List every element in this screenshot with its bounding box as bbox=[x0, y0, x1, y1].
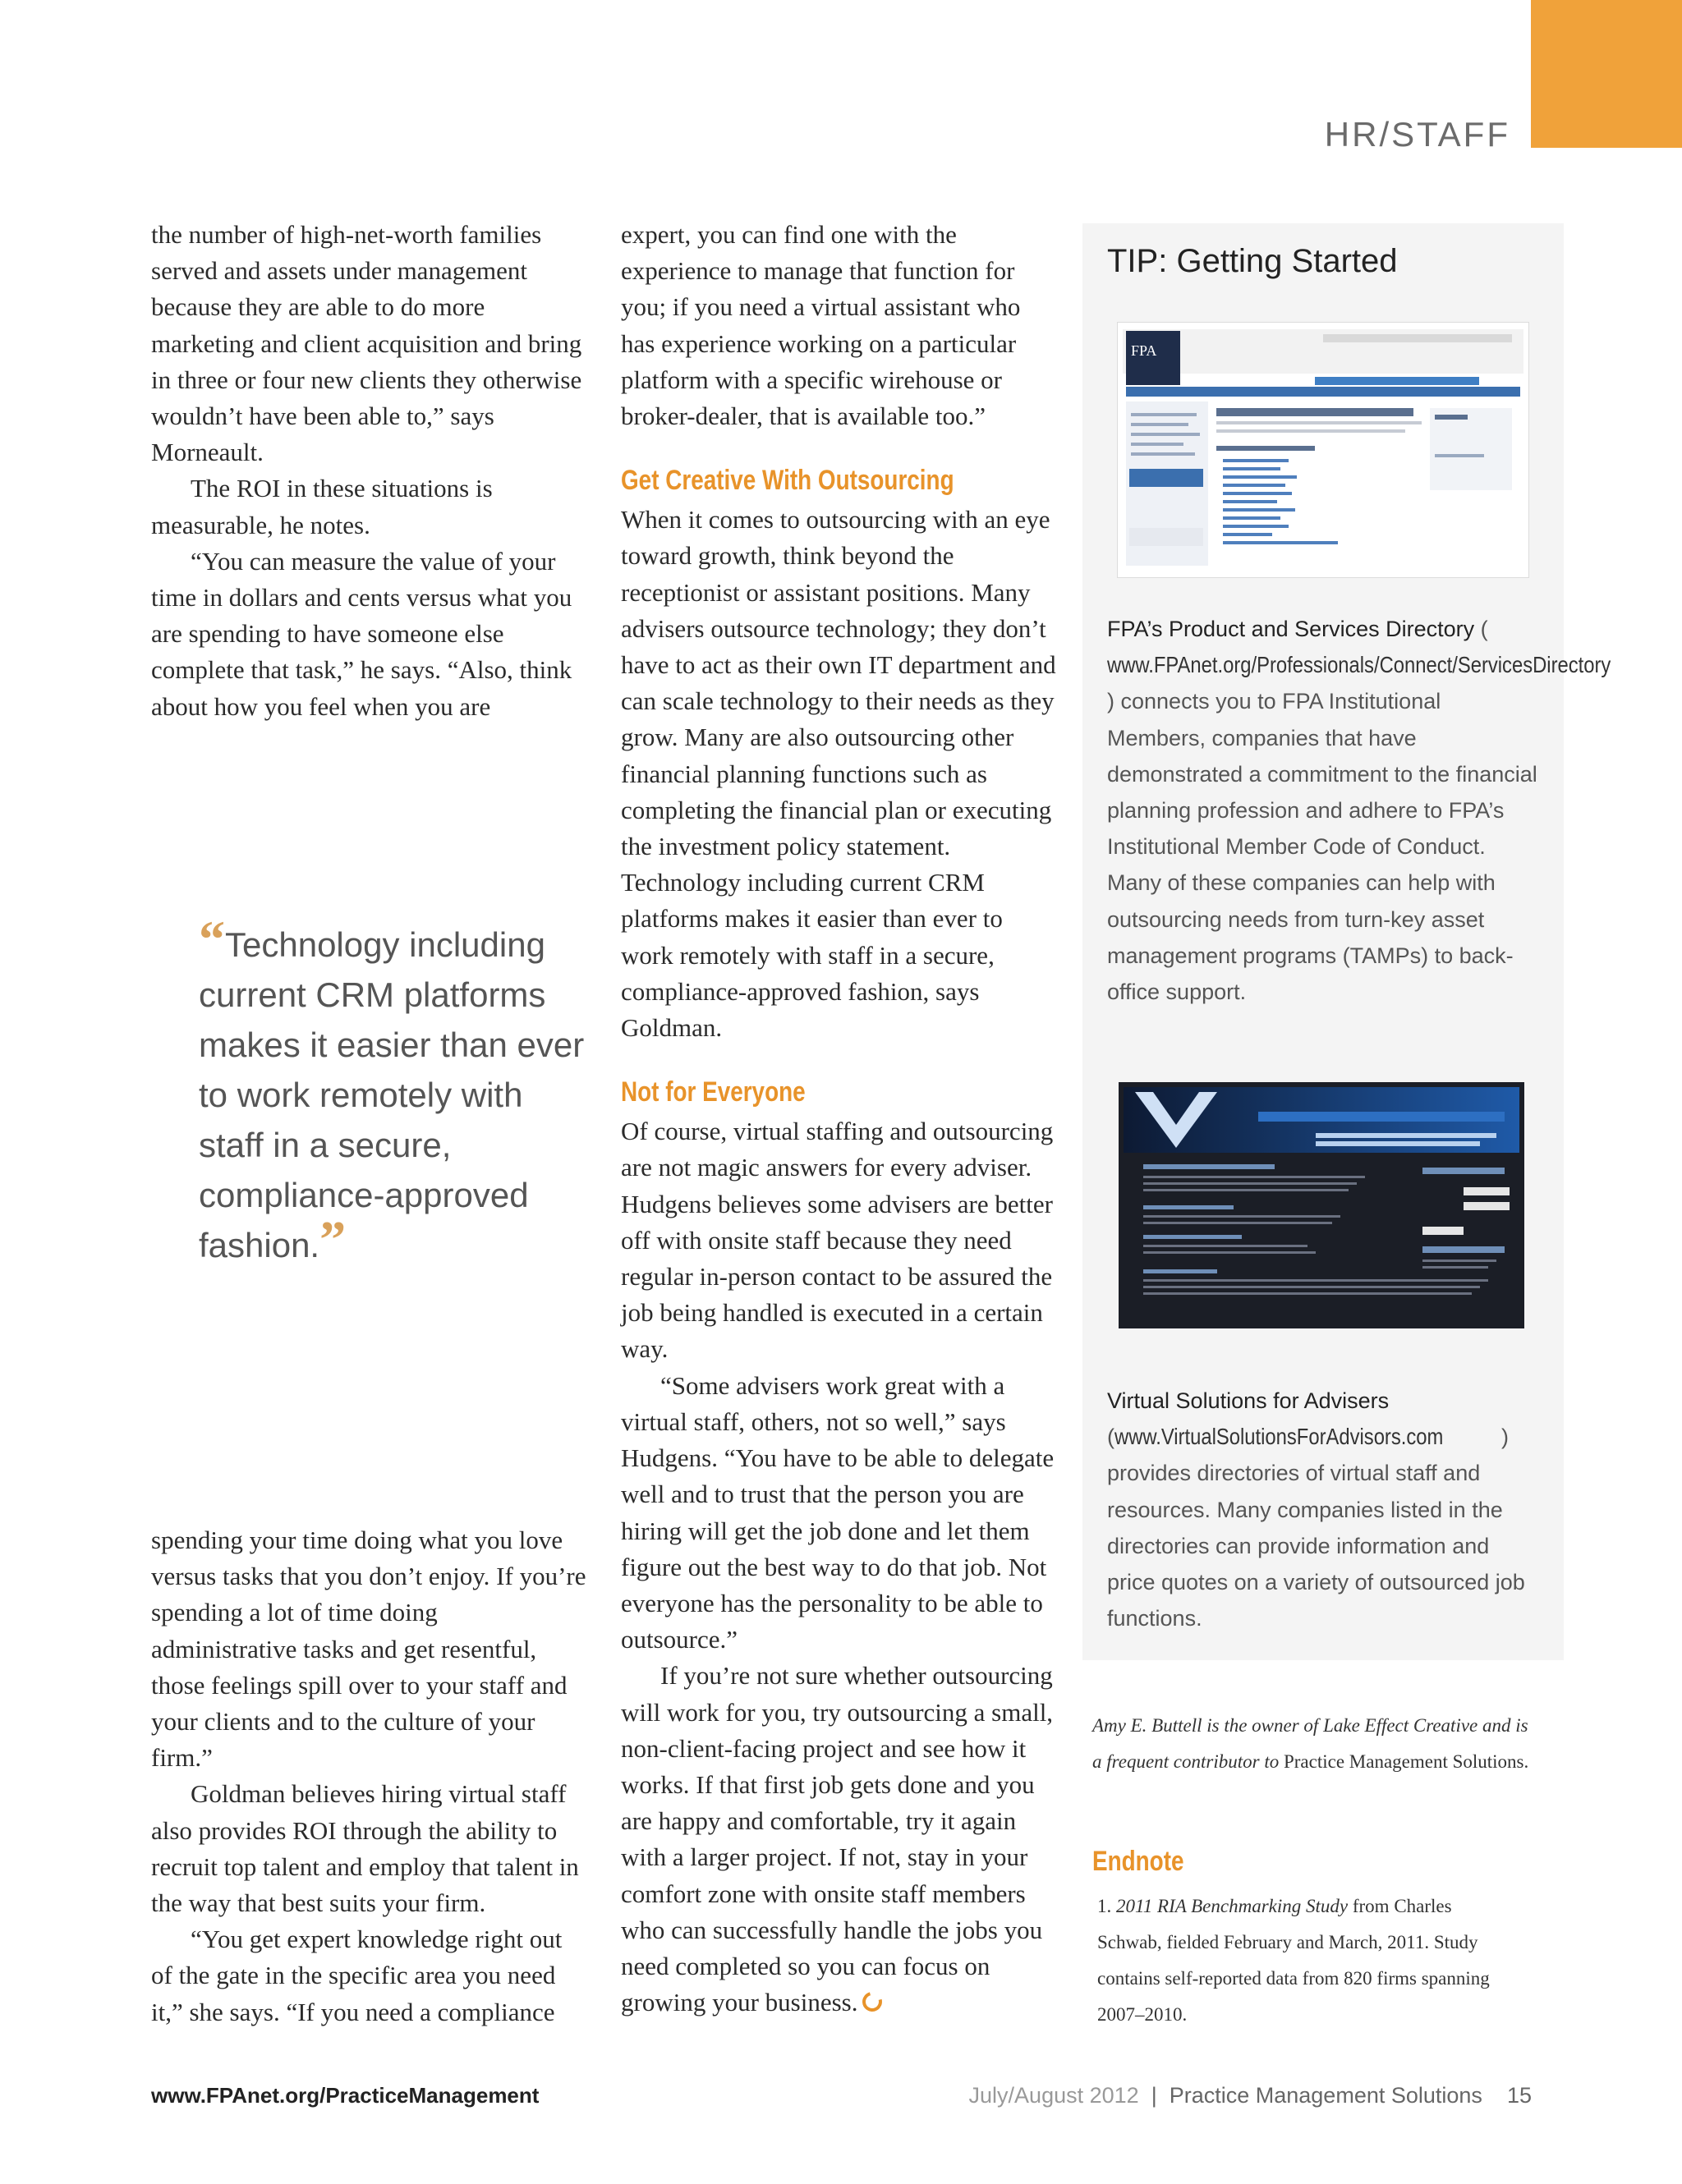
endnote-title: 2011 RIA Benchmarking Study bbox=[1116, 1896, 1349, 1916]
directory-name: FPA’s Product and Services Directory bbox=[1107, 617, 1475, 641]
sidebar-block-2: Virtual Solutions for Advisers (www.VirtualSolutionsForAdvisors.com ) provides directories of virtual staff and resources. Many companies listed in the directories can provide information and price quotes on a variety of outsourced job functions. bbox=[1107, 1388, 1525, 1631]
tip-sidebar bbox=[1082, 223, 1611, 1660]
pull-quote bbox=[199, 910, 585, 1270]
sidebar-block-1: FPA’s Product and Services Directory (www.FPAnet.org/Professionals/Connect/ServicesDirectory) connects you to FPA Institutional Members, companies that have demonstrated a commitment to the financial planning profession and adhere to FPA’s Institutional Member Code of Conduct. Many of these companies can help with outsourcing needs from turn-key asset management programs (TAMPs) to back-office support. bbox=[1107, 617, 1611, 1005]
author-bio bbox=[1092, 1708, 1536, 1780]
paragraph: When it comes to outsourcing with an eye toward growth, think beyond the receptionist or assistant positions. Many advisers outsource technology; they don’t have to act as their own IT department and can scale technology to their needs as they grow. Many are also outsourcing other financial planning functions such as completing the financial plan or executing the investment policy statement. Technology including current CRM platforms makes it easier than ever to work remotely with staff in a secure, compliance-approved fashion, says Goldman. bbox=[621, 505, 1056, 1043]
column-1-top bbox=[151, 217, 586, 725]
publication-name: Practice Management Solutions. bbox=[1283, 1751, 1529, 1772]
paragraph-text: If you’re not sure whether outsourcing will work for you, try outsourcing a small, non-client-facing project and see how it works. If that first job gets done and you are happy and comfortable, try it again with a larger project. If not, stay in your comfort zone with onsite staff members who can successfully handle the jobs you need completed so you can focus on growing your business. bbox=[621, 1661, 1054, 2017]
paragraph: Goldman believes hiring virtual staff also provides ROI through the ability to recruit top talent and employ that talent in the way that best suits your firm. bbox=[151, 1779, 579, 1918]
virtual-solutions-screenshot bbox=[1119, 1082, 1524, 1328]
pull-quote-text: Technology including current CRM platforms makes it easier than ever to work remotely with staff in a secure, compliance-approved fashion. bbox=[199, 925, 585, 1264]
fpa-directory-screenshot bbox=[1117, 322, 1529, 578]
paragraph: The ROI in these situations is measurable, he notes. bbox=[151, 474, 493, 539]
directory-url: www.FPAnet.org/Professionals/Connect/ServicesDirectory bbox=[1107, 652, 1611, 678]
paragraph: Of course, virtual staffing and outsourcing are not magic answers for every adviser. Hudgens believes some advisers are better off with onsite staff because they need regular in-person contact to be assured the job being handled is executed in a certain way. bbox=[621, 1117, 1054, 1364]
section-label: HR/STAFF bbox=[1324, 115, 1510, 154]
paragraph bbox=[621, 1658, 1058, 2021]
section-heading: Get Creative With Outsourcing bbox=[621, 465, 954, 497]
fpa-website-thumbnail bbox=[1118, 323, 1528, 577]
section-heading: Not for Everyone bbox=[621, 1076, 806, 1108]
svg-text:FPA: FPA bbox=[1131, 342, 1157, 359]
vsa-name: Virtual Solutions for Advisers bbox=[1107, 1388, 1390, 1413]
vsa-url: www.VirtualSolutionsForAdvisors.com bbox=[1114, 1424, 1444, 1450]
paragraph: spending your time doing what you love versus tasks that you don’t enjoy. If you’re spending a lot of time doing administrative tasks and get resentful, those feelings spill over to your staff and your clients and to the culture of your firm.” bbox=[151, 1526, 586, 1773]
page-number: 15 bbox=[1506, 2083, 1532, 2108]
author-bio-text: Amy E. Buttell is the owner of Lake Effect Creative and is a frequent contributor to bbox=[1092, 1715, 1528, 1772]
paragraph: the number of high-net-worth families served and assets under management because they are able to do more marketing and client acquisition and bring in three or four new clients they otherwise wouldn’t have been able to,” says Morneault. bbox=[151, 220, 582, 467]
endnote-heading: Endnote bbox=[1092, 1846, 1184, 1877]
section-tab bbox=[1531, 0, 1682, 148]
open-quote-mark: “ bbox=[199, 910, 225, 968]
end-mark-icon bbox=[859, 1989, 886, 2016]
close-quote-mark: ” bbox=[319, 1210, 347, 1269]
issue-date: July/August 2012 bbox=[968, 2083, 1139, 2108]
directory-description: connects you to FPA Institutional Members, companies that have demonstrated a commitment to the financial planning profession and adhere to FPA’s Institutional Member Code of Conduct. Many of these companies can help with outsourcing needs from turn-key asset management programs (TAMPs) to back-office support. bbox=[1107, 689, 1537, 1005]
paragraph: “You get expert knowledge right out of the gate in the specific area you need it,” she says. “If you need a compliance bbox=[151, 1925, 563, 2026]
sidebar-title: TIP: Getting Started bbox=[1107, 243, 1398, 279]
column-1-bottom bbox=[151, 1522, 586, 2030]
endnote-number: 1. bbox=[1097, 1896, 1112, 1916]
footer-info bbox=[969, 2083, 1532, 2108]
paragraph: “Some advisers work great with a virtual staff, others, not so well,” says Hudgens. “You have to be able to delegate well and to trust that the person you are hiring will get the job done and let them figure out the best way to do that job. Not everyone has the personality to be able to outsource.” bbox=[621, 1370, 1055, 1654]
paragraph: expert, you can find one with the experience to manage that function for you; if you need a virtual assistant who has experience working on a particular platform with a specific wirehouse or broker-dealer, that is available too.” bbox=[621, 220, 1021, 431]
virtual-solutions-thumbnail bbox=[1119, 1082, 1524, 1328]
endnote-text: from Charles Schwab, fielded February and March, 2011. Study contains self-reported data from 820 firms spanning 2007–2010. bbox=[1097, 1896, 1490, 2025]
footer-url: www.FPAnet.org/PracticeManagement bbox=[151, 2083, 540, 2108]
vsa-description: provides directories of virtual staff and resources. Many companies listed in the directories can provide information and price quotes on a variety of outsourced job functions. bbox=[1107, 1461, 1525, 1631]
paragraph: “You can measure the value of your time in dollars and cents versus what you are spending to have someone else complete that task,” he says. “Also, think about how you feel when you are bbox=[151, 546, 572, 721]
magazine-name: Practice Management Solutions bbox=[1169, 2083, 1482, 2108]
endnote bbox=[1097, 1888, 1508, 2033]
column-2 bbox=[621, 217, 1058, 2021]
footer-separator: | bbox=[1151, 2083, 1157, 2108]
